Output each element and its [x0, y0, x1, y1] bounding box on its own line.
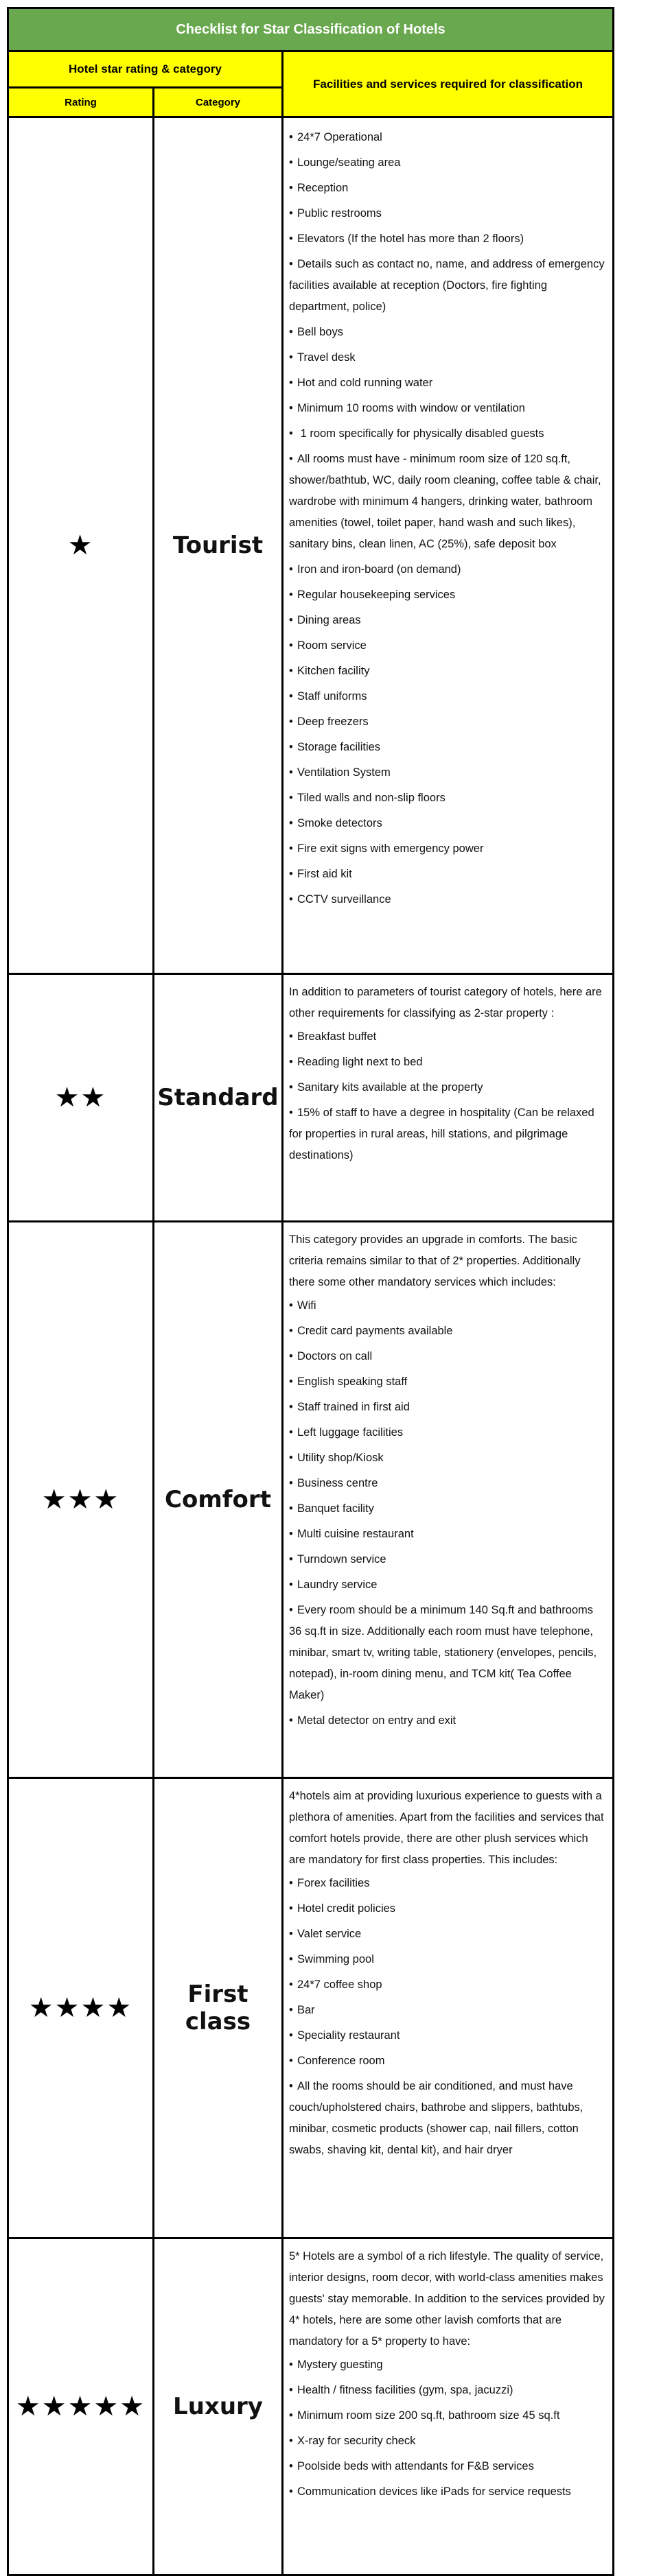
list-item: [289, 1024, 607, 1050]
list-item-text: Reading light next to bed: [297, 1056, 423, 1068]
list-item: [289, 150, 607, 176]
header-rating: Rating: [8, 88, 154, 117]
list-item: [289, 1369, 607, 1395]
list-item-text: 15% of staff to have a degree in hospitality (Can be relaxed for properties in rural areas, hill stations, and pilgrimage destinations): [289, 1107, 594, 1161]
list-item: [289, 633, 607, 659]
bullet-icon: •: [289, 1107, 293, 1119]
list-item: [289, 2454, 607, 2479]
list-item-text: Elevators (If the hotel has more than 2 floors): [297, 233, 524, 245]
list-item: [289, 709, 607, 735]
bullet-icon: •: [289, 893, 293, 906]
list-item-text: Communication devices like iPads for service requests: [297, 2485, 571, 2498]
list-item: [289, 1922, 607, 1947]
list-item-text: Mystery guesting: [297, 2359, 383, 2371]
list-item: [289, 811, 607, 836]
list-item: [289, 1075, 607, 1100]
header-star-rating-category: Hotel star rating & category: [8, 51, 283, 88]
bullet-icon: •: [289, 2359, 293, 2371]
list-item-text: Details such as contact no, name, and address of emergency facilities available at reception (Doctors, fire fighting department, police): [289, 258, 605, 313]
list-item: [289, 1572, 607, 1598]
bullet-icon: •: [289, 1714, 293, 1727]
bullet-icon: •: [289, 741, 293, 753]
list-item: [289, 1496, 607, 1522]
bullet-icon: •: [289, 207, 293, 220]
list-item-text: Kitchen facility: [297, 665, 370, 677]
list-item: [289, 1871, 607, 1896]
list-item: [289, 2048, 607, 2074]
header-facilities: Facilities and services required for classification: [283, 51, 614, 117]
bullet-icon: •: [289, 2055, 293, 2067]
list-item: [289, 1344, 607, 1369]
list-item-text: Speciality restaurant: [297, 2029, 400, 2042]
list-item-text: Sanitary kits available at the property: [297, 1081, 483, 1094]
bullet-icon: •: [289, 2004, 293, 2016]
list-item-text: Valet service: [297, 1928, 362, 1940]
list-item-text: Utility shop/Kiosk: [297, 1452, 384, 1464]
bullet-icon: •: [289, 233, 293, 245]
bullet-icon: •: [289, 1325, 293, 1337]
list-item: [289, 125, 607, 150]
list-item: [289, 836, 607, 862]
list-item-text: Reception: [297, 182, 349, 194]
bullet-icon: •: [289, 589, 293, 601]
list-item: [289, 1547, 607, 1572]
facilities-intro: 5* Hotels are a symbol of a rich lifestyle. The quality of service, interior designs, room decor, with world-class amenities makes guests' stay memorable. In addition to the services provided by 4* hotels, here are some other lavish comforts that are mandatory for a 5* property to have:: [289, 2250, 605, 2348]
bullet-icon: •: [289, 868, 293, 880]
bullet-icon: •: [289, 1081, 293, 1094]
list-item: [289, 1395, 607, 1420]
list-item: [289, 1522, 607, 1547]
list-item: [289, 252, 607, 320]
list-item-text: Conference room: [297, 2055, 385, 2067]
list-item: [289, 1947, 607, 1972]
list-item-text: Regular housekeeping services: [297, 589, 456, 601]
list-item: [289, 2429, 607, 2454]
bullet-icon: •: [289, 1477, 293, 1489]
bullet-icon: •: [289, 402, 293, 414]
facilities-list: [289, 1024, 607, 1168]
bullet-icon: •: [289, 1928, 293, 1940]
bullet-icon: •: [289, 1877, 293, 1889]
list-item-text: 24*7 Operational: [297, 131, 382, 143]
facilities-list-cell: [283, 1778, 614, 2238]
bullet-icon: •: [289, 182, 293, 194]
star-rating-icon: ★★★★★: [8, 2238, 154, 2575]
list-item: [289, 887, 607, 912]
list-item: [289, 201, 607, 226]
bullet-icon: •: [289, 1528, 293, 1540]
list-item-text: Lounge/seating area: [297, 156, 401, 169]
bullet-icon: •: [289, 690, 293, 702]
list-item-text: 24*7 coffee shop: [297, 1978, 382, 1991]
bullet-icon: •: [289, 563, 293, 576]
list-item-text: Swimming pool: [297, 1953, 374, 1965]
header-category: Category: [154, 88, 283, 117]
category-label: Luxury: [154, 2238, 283, 2575]
list-item-text: Smoke detectors: [297, 817, 382, 829]
list-item-text: Bell boys: [297, 326, 343, 338]
list-item: [289, 421, 607, 447]
list-item: [289, 735, 607, 760]
bullet-icon: •: [289, 1426, 293, 1439]
list-item: [289, 1420, 607, 1445]
list-item-text: Travel desk: [297, 351, 356, 364]
category-label: Comfort: [154, 1222, 283, 1778]
facilities-intro: 4*hotels aim at providing luxurious experience to guests with a plethora of amenities. Apart from the facilities and services that comfort hotels provide, there are other plush services which are mandatory for first class properties. This includes:: [289, 1790, 604, 1866]
bullet-icon: •: [289, 1299, 293, 1312]
star-rating-icon: ★★: [8, 974, 154, 1222]
list-item: [289, 2074, 607, 2163]
bullet-icon: •: [289, 792, 293, 804]
list-item-text: Room service: [297, 639, 367, 652]
bullet-icon: •: [289, 1978, 293, 1991]
list-item-text: English speaking staff: [297, 1375, 408, 1388]
list-item: [289, 1050, 607, 1075]
facilities-list-cell: [283, 1222, 614, 1778]
bullet-icon: •: [289, 326, 293, 338]
list-item-text: First aid kit: [297, 868, 352, 880]
list-item: [289, 684, 607, 709]
list-item-text: Fire exit signs with emergency power: [297, 842, 484, 855]
star-classification-table: [7, 7, 614, 2576]
table-title: Checklist for Star Classification of Hotels: [8, 8, 614, 51]
list-item: [289, 1471, 607, 1496]
list-item: [289, 1708, 607, 1734]
list-item: [289, 862, 607, 887]
list-item-text: Doctors on call: [297, 1350, 373, 1362]
list-item-text: Credit card payments available: [297, 1325, 453, 1337]
list-item-text: All rooms must have - minimum room size of 120 sq.ft, shower/bathtub, WC, daily room cleaning, coffee table & chair, wardrobe with minimum 4 hangers, drinking water, bathroom amenities (towel, toilet paper, hand wash and such likes), sanitary bins, clean linen, AC (25%), safe deposit box: [289, 453, 601, 550]
bullet-icon: •: [289, 1056, 293, 1068]
facilities-list-cell: [283, 974, 614, 1222]
bullet-icon: •: [289, 1953, 293, 1965]
bullet-icon: •: [289, 1502, 293, 1515]
list-item-text: Left luggage facilities: [297, 1426, 404, 1439]
bullet-icon: •: [289, 1902, 293, 1915]
list-item-text: Minimum 10 rooms with window or ventilation: [297, 402, 525, 414]
facilities-list: [289, 125, 607, 912]
category-label: Standard: [154, 974, 283, 1222]
classification-rows: [8, 117, 614, 2575]
list-item-text: Health / fitness facilities (gym, spa, jacuzzi): [297, 2384, 513, 2396]
list-item-text: Iron and iron-board (on demand): [297, 563, 461, 576]
bullet-icon: •: [289, 2460, 293, 2472]
bullet-icon: •: [289, 2485, 293, 2498]
bullet-icon: •: [289, 453, 293, 465]
list-item-text: Breakfast buffet: [297, 1030, 377, 1043]
list-item: [289, 557, 607, 582]
star-rating-icon: ★★★: [8, 1222, 154, 1778]
facilities-intro: In addition to parameters of tourist category of hotels, here are other requirements for classifying as 2-star property :: [289, 986, 602, 1019]
list-item-text: Minimum room size 200 sq.ft, bathroom size 45 sq.ft: [297, 2409, 560, 2422]
bullet-icon: •: [289, 2435, 293, 2447]
list-item-text: Staff trained in first aid: [297, 1401, 410, 1413]
list-item: [289, 320, 607, 345]
list-item: [289, 2479, 607, 2505]
bullet-icon: •: [289, 1401, 293, 1413]
list-item-text: Dining areas: [297, 614, 361, 626]
bullet-icon: •: [289, 131, 293, 143]
bullet-icon: •: [289, 817, 293, 829]
list-item: [289, 1100, 607, 1168]
bullet-icon: •: [289, 258, 293, 270]
list-item-text: X-ray for security check: [297, 2435, 416, 2447]
bullet-icon: •: [289, 351, 293, 364]
list-item: [289, 1598, 607, 1708]
list-item: [289, 2023, 607, 2048]
list-item-text: Turndown service: [297, 1553, 386, 1565]
bullet-icon: •: [289, 1553, 293, 1565]
list-item: [289, 1896, 607, 1922]
bullet-icon: •: [289, 2409, 293, 2422]
list-item-text: Public restrooms: [297, 207, 382, 220]
category-label: First class: [154, 1778, 283, 2238]
bullet-icon: •: [289, 1030, 293, 1043]
bullet-icon: •: [289, 766, 293, 779]
bullet-icon: •: [289, 1350, 293, 1362]
list-item-text: Wifi: [297, 1299, 316, 1312]
bullet-icon: •: [289, 156, 293, 169]
bullet-icon: •: [289, 427, 293, 440]
facilities-list-cell: [283, 117, 614, 974]
classification-row: [8, 1222, 614, 1778]
list-item: [289, 760, 607, 785]
list-item: [289, 608, 607, 633]
list-item-text: Staff uniforms: [297, 690, 367, 702]
bullet-icon: •: [289, 377, 293, 389]
list-item-text: Every room should be a minimum 140 Sq.ft and bathrooms 36 sq.ft in size. Additionally each room must have telephone, minibar, smart tv, writing table, stationery (envelopes, pencils, notepad), in-room dining menu, and TCM kit( Tea Coffee Maker): [289, 1604, 597, 1701]
list-item: [289, 176, 607, 201]
bullet-icon: •: [289, 614, 293, 626]
list-item: [289, 659, 607, 684]
facilities-intro: This category provides an upgrade in comforts. The basic criteria remains similar to that of 2* properties. Additionally there some other mandatory services which includes:: [289, 1233, 581, 1288]
category-label: Tourist: [154, 117, 283, 974]
bullet-icon: •: [289, 842, 293, 855]
list-item: [289, 370, 607, 396]
list-item: [289, 396, 607, 421]
classification-row: [8, 117, 614, 974]
bullet-icon: •: [289, 639, 293, 652]
list-item-text: Laundry service: [297, 1579, 378, 1591]
list-item: [289, 1972, 607, 1998]
list-item-text: Metal detector on entry and exit: [297, 1714, 456, 1727]
list-item-text: 1 room specifically for physically disabled guests: [297, 427, 544, 440]
bullet-icon: •: [289, 1375, 293, 1388]
bullet-icon: •: [289, 2080, 293, 2092]
list-item: [289, 345, 607, 370]
list-item-text: Business centre: [297, 1477, 378, 1489]
list-item-text: Hot and cold running water: [297, 377, 433, 389]
facilities-list: [289, 1293, 607, 1734]
list-item-text: All the rooms should be air conditioned, and must have couch/upholstered chairs, bathrobe and slippers, bathtubs, minibar, cosmetic products (shower cap, nail fillers, cotton swabs, shaving kit, dental kit), and hair dryer: [289, 2080, 583, 2156]
list-item-text: Tiled walls and non-slip floors: [297, 792, 445, 804]
list-item-text: Banquet facility: [297, 1502, 374, 1515]
list-item-text: CCTV surveillance: [297, 893, 391, 906]
list-item: [289, 1998, 607, 2023]
classification-row: [8, 1778, 614, 2238]
classification-row: [8, 2238, 614, 2575]
bullet-icon: •: [289, 665, 293, 677]
list-item: [289, 2403, 607, 2429]
list-item: [289, 2378, 607, 2403]
list-item-text: Bar: [297, 2004, 315, 2016]
star-rating-icon: ★: [8, 117, 154, 974]
bullet-icon: •: [289, 716, 293, 728]
bullet-icon: •: [289, 1452, 293, 1464]
classification-row: [8, 974, 614, 1222]
list-item: [289, 447, 607, 557]
list-item: [289, 582, 607, 608]
list-item-text: Multi cuisine restaurant: [297, 1528, 414, 1540]
bullet-icon: •: [289, 2384, 293, 2396]
facilities-list-cell: [283, 2238, 614, 2575]
list-item-text: Deep freezers: [297, 716, 369, 728]
list-item-text: Poolside beds with attendants for F&B services: [297, 2460, 534, 2472]
list-item: [289, 1445, 607, 1471]
bullet-icon: •: [289, 1579, 293, 1591]
star-rating-icon: ★★★★: [8, 1778, 154, 2238]
list-item: [289, 2352, 607, 2378]
list-item: [289, 1293, 607, 1319]
list-item: [289, 1319, 607, 1344]
list-item-text: Hotel credit policies: [297, 1902, 396, 1915]
list-item: [289, 785, 607, 811]
list-item-text: Forex facilities: [297, 1877, 370, 1889]
list-item-text: Ventilation System: [297, 766, 391, 779]
list-item: [289, 226, 607, 252]
bullet-icon: •: [289, 1604, 293, 1616]
facilities-list: [289, 1871, 607, 2163]
bullet-icon: •: [289, 2029, 293, 2042]
checklist-sheet: [7, 7, 612, 2576]
facilities-list: [289, 2352, 607, 2505]
list-item-text: Storage facilities: [297, 741, 381, 753]
